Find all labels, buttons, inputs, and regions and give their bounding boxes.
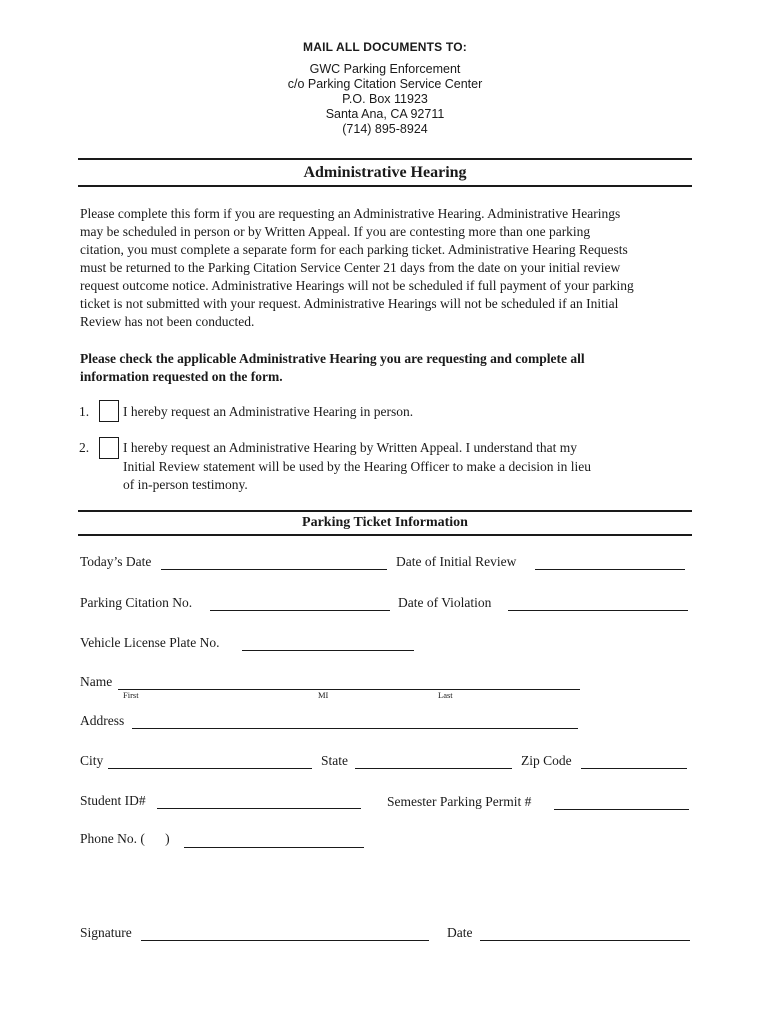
intro-line: may be scheduled in person or by Written Appeal. If you are contesting more than one parking [80, 224, 591, 239]
name-label: Name [80, 674, 113, 689]
state-field[interactable] [355, 767, 512, 769]
option-2-text [123, 439, 683, 495]
option-2-line: of in-person testimony. [123, 477, 248, 492]
form-title: Administrative Hearing [303, 164, 467, 181]
intro-paragraph [80, 205, 700, 331]
divider-ticket-top [78, 510, 692, 512]
mail-line-phone: (714) 895-8924 [342, 122, 428, 136]
student-id-label: Student ID# [80, 793, 146, 808]
initial-review-label: Date of Initial Review [396, 554, 517, 569]
option-1-number: 1. [79, 404, 90, 419]
city-label: City [80, 753, 104, 768]
zip-field[interactable] [581, 767, 687, 769]
todays-date-field[interactable] [161, 568, 387, 570]
permit-field[interactable] [554, 808, 689, 810]
phone-field[interactable] [184, 846, 364, 848]
citation-no-label: Parking Citation No. [80, 595, 193, 610]
violation-date-label: Date of Violation [398, 595, 492, 610]
mail-heading: MAIL ALL DOCUMENTS TO: [303, 40, 467, 54]
student-id-field[interactable] [157, 807, 361, 809]
mail-line-org: GWC Parking Enforcement [309, 62, 461, 76]
option-1-checkbox[interactable] [99, 400, 119, 422]
signature-field[interactable] [141, 939, 429, 941]
instruction-line: Please check the applicable Administrative Hearing you are requesting and complete all [80, 351, 585, 366]
state-label: State [321, 753, 348, 768]
plate-label: Vehicle License Plate No. [80, 635, 220, 650]
violation-date-field[interactable] [508, 609, 688, 611]
intro-line: must be returned to the Parking Citation Service Center 21 days from the date on your initial review [80, 260, 621, 275]
divider-title-bottom [78, 185, 692, 187]
option-2-line: I hereby request an Administrative Hearing by Written Appeal. I understand that my [123, 440, 577, 455]
option-2-checkbox[interactable] [99, 437, 119, 459]
option-2-line: Initial Review statement will be used by the Hearing Officer to make a decision in lieu [123, 458, 591, 474]
name-last-caption: Last [438, 690, 453, 700]
intro-line: ticket is not submitted with your request. Administrative Hearings will not be scheduled if an Initial [80, 296, 619, 311]
instruction-line: information requested on the form. [80, 369, 283, 384]
sign-date-label: Date [447, 925, 473, 940]
permit-label: Semester Parking Permit # [387, 794, 532, 809]
sign-date-field[interactable] [480, 939, 690, 941]
zip-label: Zip Code [521, 753, 572, 768]
divider-ticket-bottom [78, 534, 692, 536]
mail-address [0, 62, 770, 137]
address-label: Address [80, 713, 125, 728]
intro-line: Review has not been conducted. [80, 314, 255, 329]
citation-no-field[interactable] [210, 609, 390, 611]
address-field[interactable] [132, 727, 578, 729]
phone-label: Phone No. ( ) [80, 831, 170, 846]
mail-line-pobox: P.O. Box 11923 [342, 92, 428, 106]
signature-label: Signature [80, 925, 132, 940]
option-1-text [123, 403, 683, 422]
name-mi-caption: MI [318, 690, 329, 700]
intro-line: Please complete this form if you are requesting an Administrative Hearing. Administrative Hearings [80, 206, 621, 221]
name-field[interactable] [118, 688, 580, 690]
plate-field[interactable] [242, 649, 414, 651]
ticket-section-title: Parking Ticket Information [302, 515, 468, 530]
intro-line: request outcome notice. Administrative Hearings will not be scheduled if full payment of your parking [80, 278, 634, 293]
intro-line: citation, you must complete a separate form for each parking ticket. Administrative Hearing Requests [80, 242, 628, 257]
divider-top [78, 158, 692, 160]
instruction-text [80, 350, 700, 386]
name-first-caption: First [123, 690, 139, 700]
mail-line-city: Santa Ana, CA 92711 [325, 107, 445, 121]
option-1-line: I hereby request an Administrative Hearing in person. [123, 404, 414, 419]
mail-line-co: c/o Parking Citation Service Center [287, 77, 483, 91]
initial-review-date-field[interactable] [535, 568, 685, 570]
option-2-number: 2. [79, 440, 90, 455]
todays-date-label: Today’s Date [80, 554, 152, 569]
city-field[interactable] [108, 767, 312, 769]
